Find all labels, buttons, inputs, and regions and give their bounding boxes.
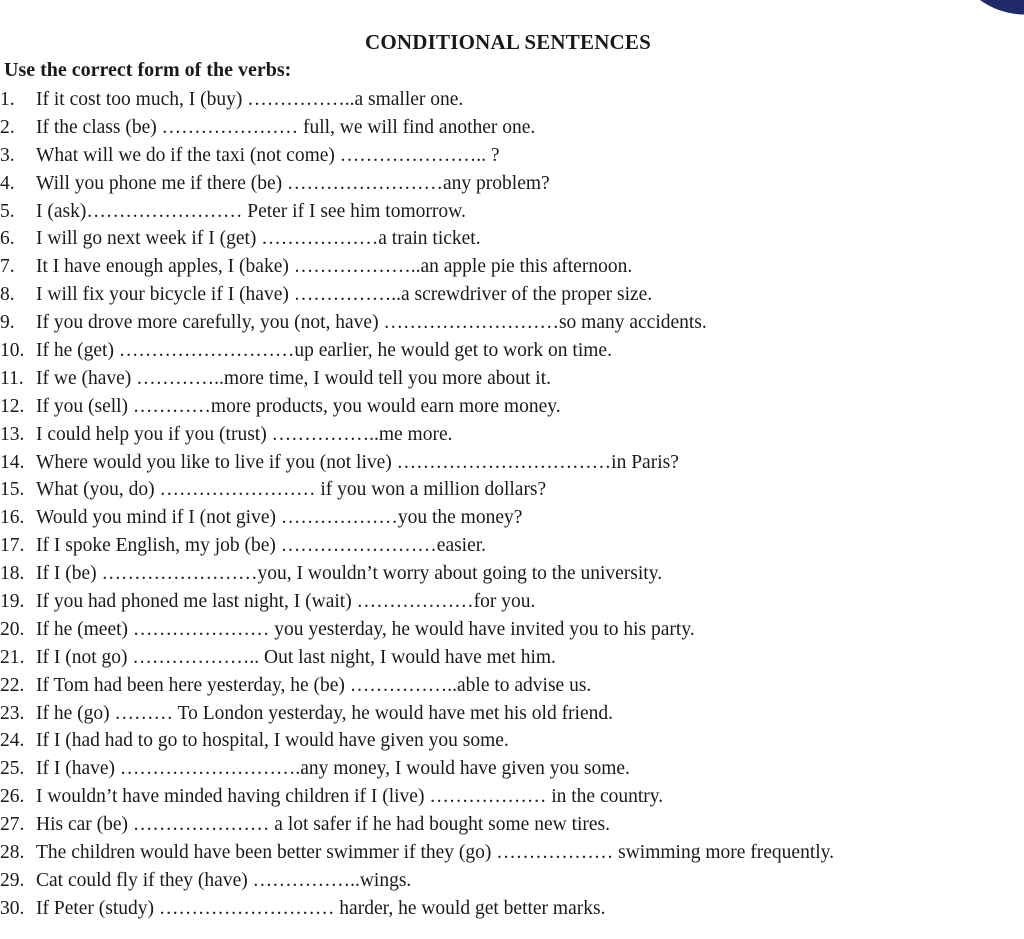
item-number: 30. [0, 897, 25, 919]
item-number: 25. [0, 758, 25, 780]
item-number: 3. [0, 144, 15, 166]
item-number: 11. [0, 367, 24, 389]
item-number: 29. [0, 869, 25, 891]
item-sentence: If Peter (study) ……………………… harder, he would get better marks. [36, 897, 606, 919]
item-number: 24. [0, 730, 25, 752]
item-number: 22. [0, 674, 25, 696]
item-sentence: If it cost too much, I (buy) ……………..a smaller one. [36, 89, 464, 110]
item-sentence: If we (have) …………..more time, I would tell you more about it. [36, 367, 551, 389]
item-number: 4. [0, 172, 15, 194]
item-number: 15. [0, 479, 25, 501]
item-sentence: Will you phone me if there (be) ……………………any problem? [36, 172, 550, 194]
item-number: 1. [0, 89, 15, 110]
item-sentence: If you had phoned me last night, I (wait) ………………for you. [36, 591, 536, 613]
item-number: 13. [0, 423, 25, 445]
item-number: 21. [0, 646, 25, 668]
item-number: 19. [0, 591, 25, 613]
item-number: 14. [0, 451, 25, 473]
item-sentence: His car (be) ………………… a lot safer if he had bought some new tires. [36, 814, 611, 836]
item-number: 28. [0, 842, 25, 864]
item-sentence: If I spoke English, my job (be) ……………………easier. [36, 535, 487, 557]
item-sentence: I (ask)…………………… Peter if I see him tomorrow. [36, 200, 466, 222]
item-sentence: I could help you if you (trust) ……………..me more. [36, 423, 453, 445]
item-sentence: If the class (be) ………………… full, we will find another one. [36, 116, 536, 138]
item-sentence: If you drove more carefully, you (not, have) ………………………so many accidents. [36, 312, 707, 334]
item-sentence: If I (be) ……………………you, I wouldn’t worry about going to the university. [36, 563, 663, 585]
item-number: 16. [0, 507, 25, 529]
item-sentence: If you (sell) …………more products, you would earn more money. [36, 395, 561, 417]
item-sentence: What (you, do) …………………… if you won a million dollars? [36, 479, 547, 501]
item-sentence: If I (not go) ……………….. Out last night, I would have met him. [36, 646, 556, 668]
item-sentence: If he (go) ……… To London yesterday, he would have met his old friend. [36, 702, 614, 724]
item-number: 6. [0, 228, 15, 250]
item-number: 23. [0, 702, 25, 724]
item-number: 12. [0, 395, 25, 417]
item-sentence: I wouldn’t have minded having children if I (live) ……………… in the country. [36, 786, 664, 808]
item-sentence: Would you mind if I (not give) ………………you the money? [36, 507, 523, 529]
page-title: CONDITIONAL SENTENCES [364, 30, 652, 54]
item-number: 10. [0, 340, 25, 362]
item-number: 5. [0, 200, 15, 222]
item-number: 26. [0, 786, 25, 808]
item-sentence: What will we do if the taxi (not come) ………………….. ? [36, 144, 500, 166]
instructions: Use the correct form of the verbs: [4, 59, 292, 81]
item-sentence: If I (have) ……………………….any money, I would have given you some. [36, 758, 630, 780]
item-sentence: The children would have been better swimmer if they (go) ……………… swimming more frequently. [36, 842, 835, 864]
item-number: 8. [0, 284, 15, 306]
item-number: 18. [0, 563, 25, 585]
item-number: 20. [0, 618, 25, 640]
item-sentence: Cat could fly if they (have) ……………..wings. [36, 869, 412, 891]
item-number: 9. [0, 312, 15, 334]
item-sentence: If Tom had been here yesterday, he (be) ……………..able to advise us. [36, 674, 592, 696]
item-sentence: If he (get) ………………………up earlier, he would get to work on time. [36, 340, 612, 362]
item-sentence: Where would you like to live if you (not live) ……………………………in Paris? [36, 451, 679, 473]
item-number: 27. [0, 814, 25, 836]
item-sentence: If he (meet) ………………… you yesterday, he would have invited you to his party. [36, 618, 695, 640]
item-sentence: I will fix your bicycle if I (have) ……………..a screwdriver of the proper size. [36, 284, 653, 306]
item-sentence: If I (had had to go to hospital, I would have given you some. [36, 730, 509, 752]
item-number: 17. [0, 535, 25, 557]
item-sentence: It I have enough apples, I (bake) ………………..an apple pie this afternoon. [36, 256, 633, 278]
item-number: 7. [0, 256, 15, 278]
item-sentence: I will go next week if I (get) ………………a train ticket. [36, 228, 481, 250]
item-number: 2. [0, 116, 15, 138]
